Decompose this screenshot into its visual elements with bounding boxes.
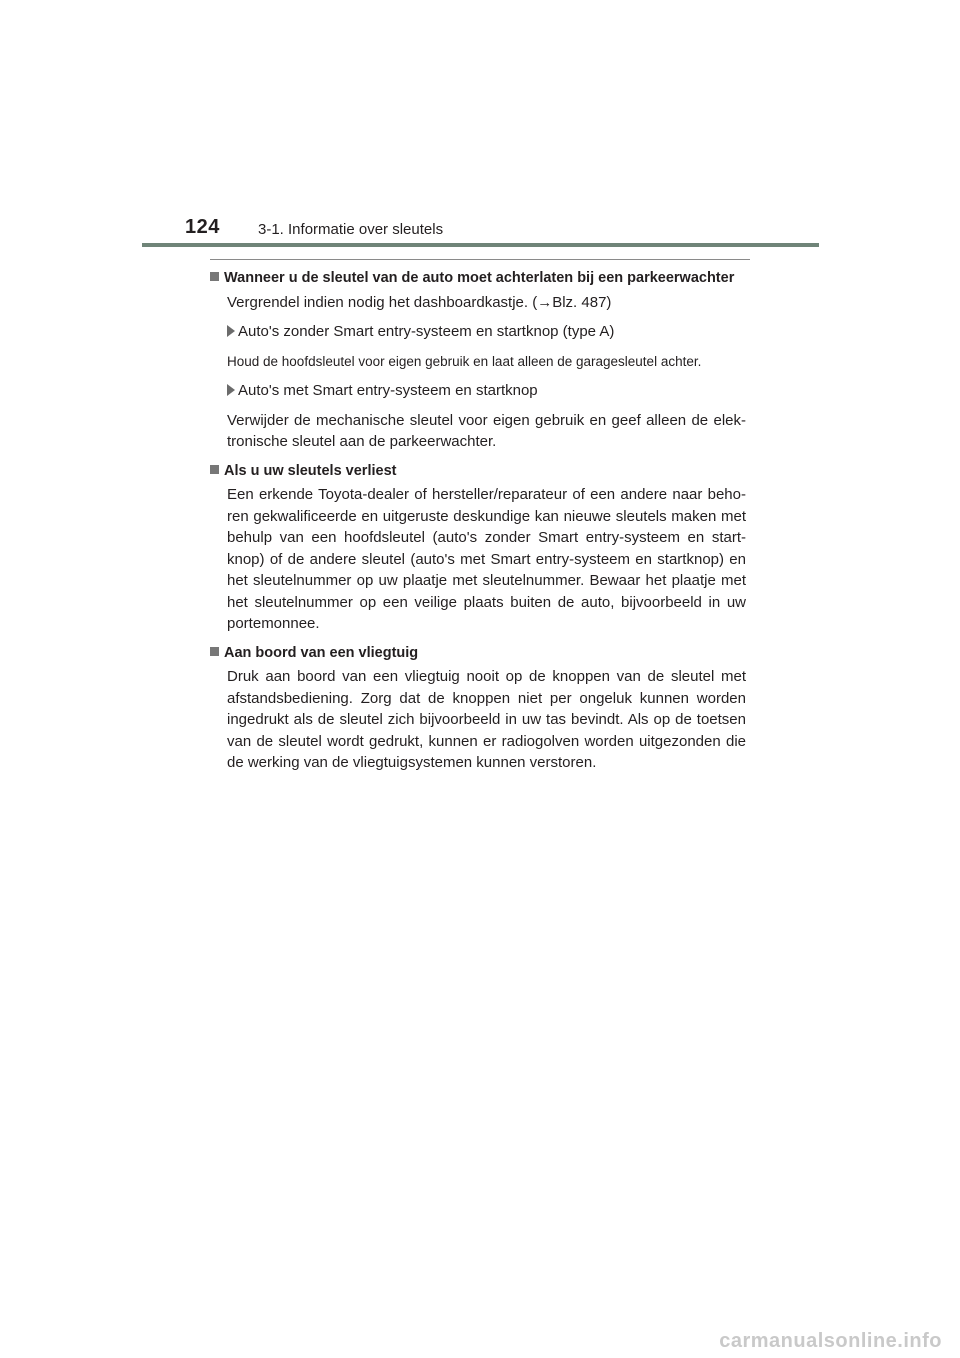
section-lost-keys (210, 461, 746, 635)
heading-text: Wanneer u de sleutel van de auto moet achterlaten bij een parkeerwachter (224, 270, 735, 286)
section-valet (210, 268, 746, 453)
section-heading (210, 268, 746, 290)
section-heading (210, 461, 746, 483)
square-bullet-icon (210, 272, 219, 281)
sub-heading (227, 380, 746, 402)
watermark: carmanualsonline.info (719, 1330, 942, 1352)
page-number: 124 (185, 216, 220, 238)
paragraph: Vergrendel indien nodig het dashboardkastje. (→Blz. 487) (227, 293, 612, 311)
square-bullet-icon (210, 465, 219, 474)
content-body (210, 268, 746, 782)
section-heading (210, 643, 746, 665)
triangle-bullet-icon (227, 325, 235, 337)
heading-text: Aan boord van een vliegtuig (224, 644, 419, 661)
paragraph: Een erkende Toyota-dealer of hersteller/reparateur of een andere naar beho-ren gekwalificeerde en uitgeruste deskundige kan nieuwe sleutels maken met behulp van een hoofdsleutel (auto's zonder Smart entry-systeem en start-knop) of de andere sleutel (auto's met Smart entry-systeem en startknop) en het sleutelnummer op uw plaatje met sleutelnummer. Bewaar het plaatje met het sleutelnummer op een veilige plaats buiten de auto, bijvoorbeeld in uw portemonnee. (227, 486, 746, 632)
paragraph: Houd de hoofdsleutel voor eigen gebruik en laat alleen de garagesleutel achter. (227, 353, 702, 369)
paragraph: Verwijder de mechanische sleutel voor eigen gebruik en geef alleen de elek-tronische sleutel aan de parkeerwachter. (227, 411, 746, 450)
header-rule (142, 243, 819, 247)
triangle-bullet-icon (227, 384, 235, 396)
sub-heading-text: Auto's zonder Smart entry-systeem en startknop (type A) (238, 323, 615, 340)
thin-rule (210, 259, 750, 260)
square-bullet-icon (210, 647, 219, 656)
section-title: 3-1. Informatie over sleutels (258, 221, 444, 238)
heading-text: Als u uw sleutels verliest (224, 462, 397, 479)
paragraph: Druk aan boord van een vliegtuig nooit op de knoppen van de sleutel met afstandsbediening. Zorg dat de knoppen niet per ongeluk kunnen worden ingedrukt als de sleutel zich bijvoorbeeld in uw tas bevindt. Als op de toetsen van de sleutel wordt gedrukt, kunnen er radiogolven worden uitgezonden die de werking van de vliegtuigsystemen kunnen verstoren. (227, 668, 746, 771)
section-airplane (210, 643, 746, 774)
sub-heading (227, 321, 746, 343)
sub-heading-text: Auto's met Smart entry-systeem en startknop (238, 382, 538, 399)
